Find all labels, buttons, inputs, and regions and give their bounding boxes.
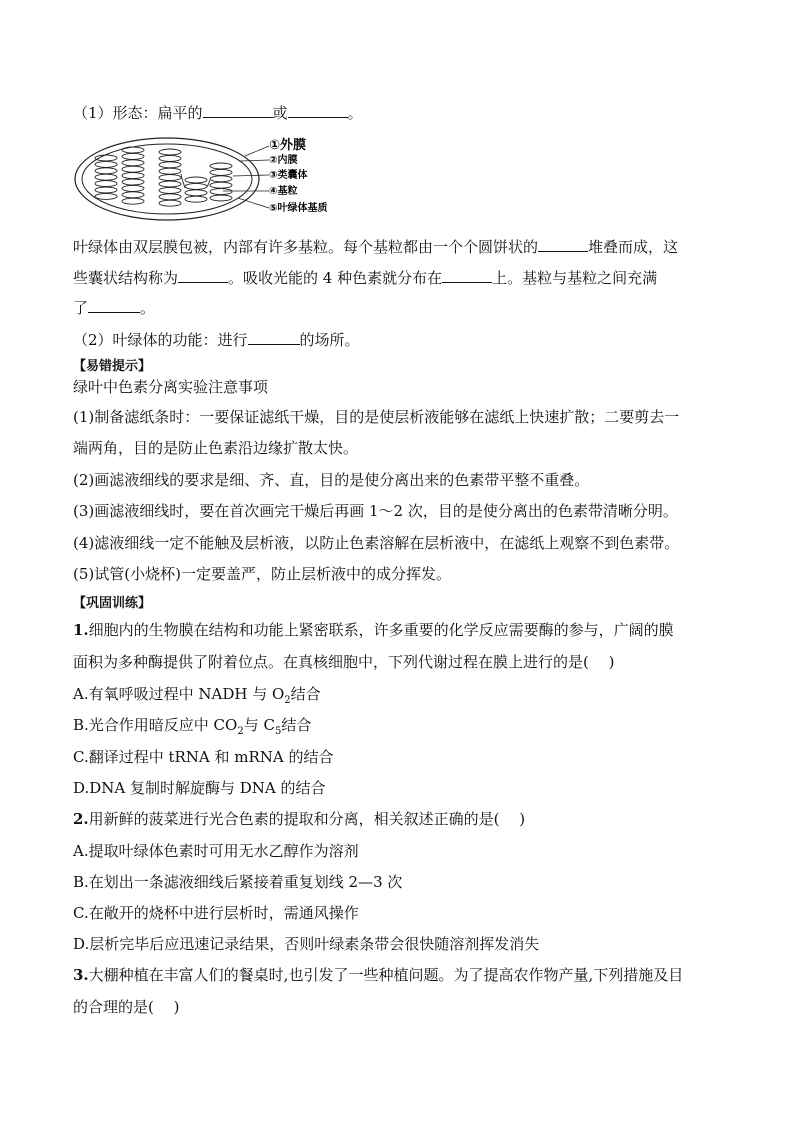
q1-option-a[interactable] xyxy=(73,684,321,711)
form-line xyxy=(73,103,363,123)
thylakoid-disc xyxy=(159,149,181,155)
q2-option-c[interactable]: C.在敞开的烧杯中进行层析时，需通风操作 xyxy=(73,904,359,922)
fill-blank[interactable] xyxy=(178,268,228,283)
thylakoid-disc xyxy=(122,166,144,172)
label-granum: ④基粒 xyxy=(269,186,298,197)
thylakoid-disc xyxy=(122,147,144,153)
q1-option-c[interactable]: C.翻译过程中 tRNA 和 mRNA 的结合 xyxy=(73,748,334,766)
thylakoid-disc xyxy=(159,175,181,181)
fill-blank[interactable] xyxy=(288,103,348,118)
label-thylakoid: ③类囊体 xyxy=(269,170,308,181)
text-run: A.有氧呼吸过程中 NADH 与 O xyxy=(73,685,285,703)
text-run: 结合 xyxy=(290,685,321,703)
q2-option-d[interactable]: D.层析完毕后应迅速记录结果，否则叶绿素条带会很快随溶剂挥发消失 xyxy=(73,935,540,953)
q2-option-b[interactable]: B.在划出一条滤液细线后紧接着重复划线 2—3 次 xyxy=(73,873,403,891)
thylakoid-disc xyxy=(95,181,117,187)
text-run: 结合 xyxy=(281,716,312,734)
thylakoid-disc xyxy=(159,200,181,206)
fill-blank[interactable] xyxy=(538,237,588,252)
outer-membrane xyxy=(75,138,259,220)
tips-heading: 【易错提示】 xyxy=(73,359,152,374)
text-run: （2）叶绿体的功能：进行 xyxy=(73,331,248,349)
thylakoid-disc xyxy=(159,162,181,168)
thylakoid-disc xyxy=(122,198,144,204)
q3-stem-line1 xyxy=(73,965,683,985)
label-outer-membrane: ①外膜 xyxy=(269,138,307,153)
thylakoid-disc xyxy=(122,173,144,179)
q2-option-a[interactable]: A.提取叶绿体色素时可用无水乙醇作为溶剂 xyxy=(73,842,359,860)
subscript: 2 xyxy=(284,695,291,706)
text-run: 上。基粒与基粒之间充满 xyxy=(492,269,658,287)
question-number: 2. xyxy=(73,810,89,828)
tip-1-line2: 端两角，目的是防止色素沿边缘扩散太快。 xyxy=(73,439,359,457)
q1-stem-line2: 面积为多种酶提供了附着位点。在真核细胞中，下列代谢过程在膜上进行的是( ) xyxy=(73,653,615,671)
tip-2: (2)画滤液细线的要求是细、齐、直，目的是使分离出来的色素带平整不重叠。 xyxy=(73,471,590,489)
q2-stem xyxy=(73,809,525,829)
thylakoid-disc xyxy=(122,160,144,166)
thylakoid-disc xyxy=(159,181,181,187)
thylakoid-disc xyxy=(95,187,117,193)
period: 。 xyxy=(347,104,363,122)
text-run: 。 xyxy=(140,299,156,317)
tip-4: (4)滤液细线一定不能触及层析液，以防止色素溶解在层析液中，在滤纸上观察不到色素带。 xyxy=(73,534,680,552)
q1-option-b[interactable] xyxy=(73,715,311,742)
thylakoid-disc xyxy=(210,163,232,169)
label-stroma: ⑤叶绿体基质 xyxy=(269,203,328,214)
stroma-lamella xyxy=(207,180,210,186)
thylakoid-disc xyxy=(159,187,181,193)
function-line xyxy=(73,330,360,350)
text-run: 了 xyxy=(73,299,89,317)
form-label: （1）形态：扁平的 xyxy=(73,104,203,122)
q1-stem-line1 xyxy=(73,620,674,640)
text-run: B.光合作用暗反应中 CO xyxy=(73,716,238,734)
tip-3: (3)画滤液细线时，要在首次画完干燥后再画 1～2 次，目的是使分离出的色素带清晰分明。 xyxy=(73,502,678,520)
thylakoid-disc xyxy=(210,169,232,175)
thylakoid-disc xyxy=(95,168,117,174)
question-number: 1. xyxy=(73,621,89,639)
thylakoid-disc xyxy=(185,196,207,202)
text-run: 些囊状结构称为 xyxy=(73,269,179,287)
text-run: 叶绿体由双层膜包被，内部有许多基粒。每个基粒都由一个个圆饼状的 xyxy=(73,238,539,256)
thylakoid-disc xyxy=(122,185,144,191)
text-run: 大棚种植在丰富人们的餐桌时,也引发了一些种植问题。为了提高农作物产量,下列措施及目 xyxy=(88,966,684,984)
thylakoid-disc xyxy=(210,182,232,188)
subscript: 5 xyxy=(274,726,282,737)
label-inner-membrane: ②内膜 xyxy=(269,155,298,166)
tip-1-line1: (1)制备滤纸条时：一要保证滤纸干燥，目的是使层析液能够在滤纸上快速扩散；二要剪去一 xyxy=(73,408,680,426)
subscript: 2 xyxy=(237,726,244,737)
thylakoid-disc xyxy=(185,190,207,196)
thylakoid-disc xyxy=(95,161,117,167)
practice-heading: 【巩固训练】 xyxy=(73,596,152,611)
q3-stem-line2: 的合理的是( ) xyxy=(73,998,180,1016)
thylakoid-disc xyxy=(95,193,117,199)
text-run: 堆叠而成，这 xyxy=(588,238,679,256)
thylakoid-disc xyxy=(95,174,117,180)
thylakoid-disc xyxy=(122,153,144,159)
thylakoid-disc xyxy=(210,195,232,201)
structure-desc-line2 xyxy=(73,268,657,288)
tip-5: (5)试管(小烧杯)一定要盖严，防止层析液中的成分挥发。 xyxy=(73,565,451,583)
thylakoid-disc xyxy=(159,194,181,200)
thylakoid-disc xyxy=(185,183,207,189)
thylakoid-disc xyxy=(185,177,207,183)
thylakoid-disc xyxy=(159,155,181,161)
text-run: 的场所。 xyxy=(299,331,360,349)
fill-blank[interactable] xyxy=(248,330,300,345)
thylakoid-disc xyxy=(210,189,232,195)
fill-blank[interactable] xyxy=(88,298,140,313)
fill-blank[interactable] xyxy=(442,268,492,283)
q1-option-d[interactable]: D.DNA 复制时解旋酶与 DNA 的结合 xyxy=(73,779,326,797)
fill-blank[interactable] xyxy=(203,103,273,118)
chloroplast-diagram xyxy=(73,136,343,222)
text-run: 用新鲜的菠菜进行光合色素的提取和分离，相关叙述正确的是( ) xyxy=(88,810,526,828)
structure-desc-line3 xyxy=(73,298,155,318)
tips-title: 绿叶中色素分离实验注意事项 xyxy=(73,378,269,396)
structure-desc-line1 xyxy=(73,237,678,257)
thylakoid-disc xyxy=(122,192,144,198)
question-number: 3. xyxy=(73,966,89,984)
or-text: 或 xyxy=(272,104,288,122)
thylakoid-disc xyxy=(210,176,232,182)
thylakoid-disc xyxy=(122,179,144,185)
text-run: 细胞内的生物膜在结构和功能上紧密联系，许多重要的化学反应需要酶的参与，广阔的膜 xyxy=(88,621,674,639)
thylakoid-disc xyxy=(159,168,181,174)
text-run: 。吸收光能的 4 种色素就分布在 xyxy=(228,269,443,287)
text-run: 与 C xyxy=(243,716,275,734)
grana-stacks xyxy=(95,147,232,206)
stroma-lamella xyxy=(181,174,185,188)
